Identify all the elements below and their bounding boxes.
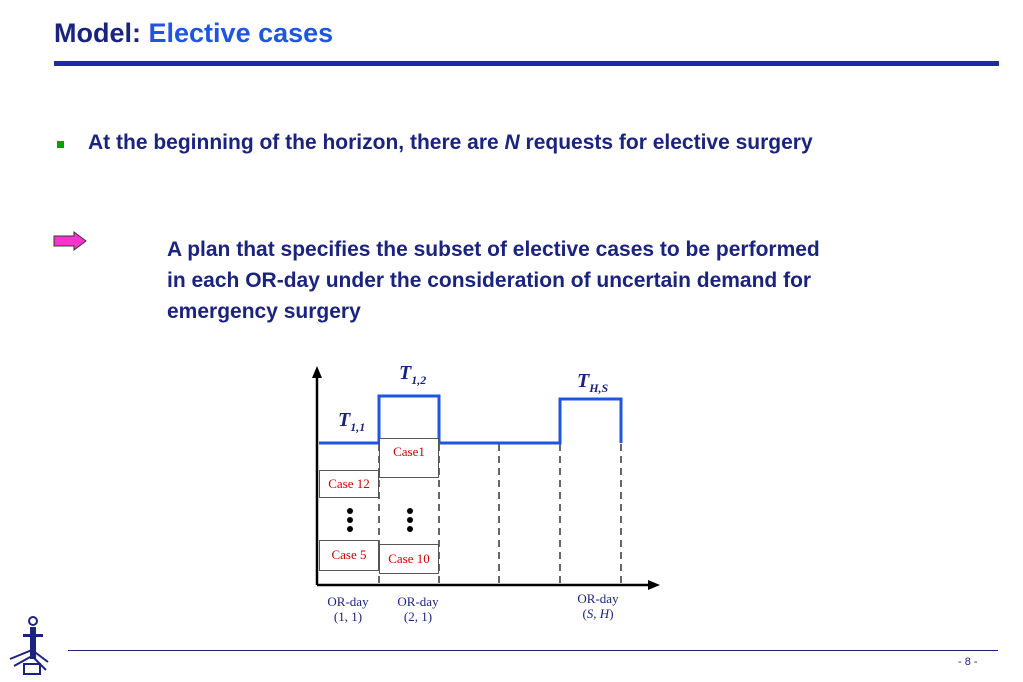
ellipsis-icon-day2 (407, 508, 413, 535)
bullet-text-after: requests for elective surgery (519, 131, 813, 154)
xlabel-or-day-2-1: OR-day (2, 1) (397, 594, 439, 624)
case5-label: Case 5 (331, 547, 367, 562)
title-accent: Elective cases (148, 18, 334, 48)
xlabel-or-day-s-h: OR-day (S, H) (577, 591, 619, 621)
ellipsis-icon-day1 (347, 508, 353, 535)
y-axis-arrowhead (312, 366, 322, 378)
bullet-variable: N (504, 131, 520, 154)
university-logo-icon (6, 614, 52, 678)
case-box-case12 (319, 470, 379, 498)
case10-label: Case 10 (388, 551, 430, 566)
bullet-text-before: At the beginning of the horizon, there are (88, 131, 505, 154)
case1-label: Case1 (393, 444, 425, 459)
page-number: - 8 - (958, 656, 978, 668)
label-ths: $T_{H,S}$ (577, 370, 609, 395)
label-t11: $T_{1,1}$ (338, 409, 366, 434)
plan-line-3: emergency surgery (167, 300, 361, 323)
plan-line-2: in each OR-day under the consideration of uncertain demand for (167, 269, 812, 292)
x-axis-arrowhead (648, 580, 660, 590)
case-box-case10 (379, 544, 439, 574)
case-box-case5 (319, 540, 379, 571)
plan-line-1: A plan that specifies the subset of elective cases to be performed (167, 238, 820, 261)
footer-divider (68, 650, 998, 651)
case-box-case1 (379, 438, 439, 478)
title-prefix: Model: (54, 18, 141, 48)
xlabel-or-day-1-1: OR-day (1, 1) (327, 594, 369, 624)
label-t12: $T_{1,2}$ (399, 362, 427, 387)
case12-label: Case 12 (328, 476, 370, 491)
